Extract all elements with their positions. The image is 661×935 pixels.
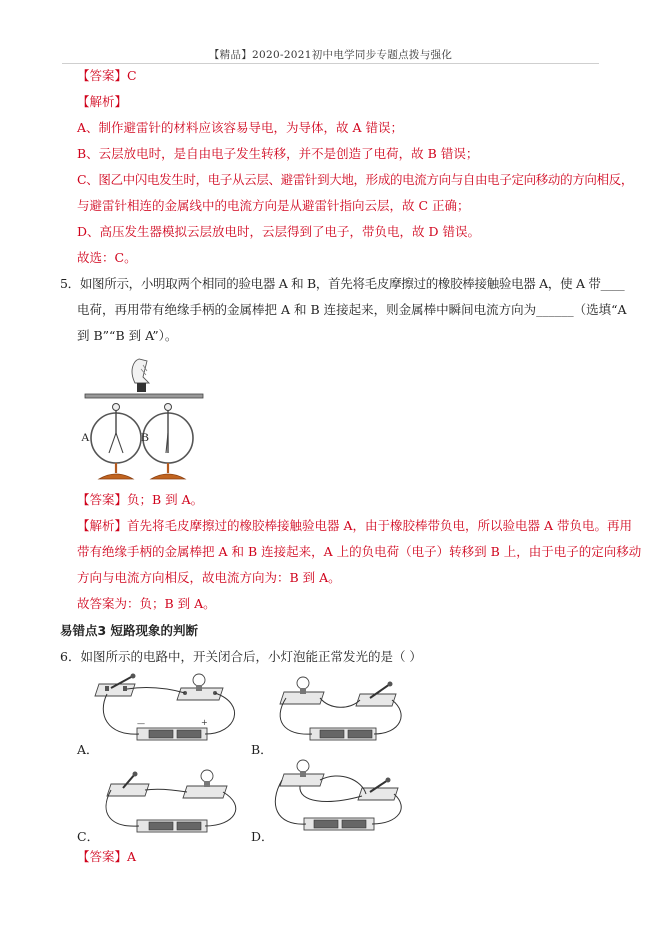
page-header: 【精品】2020-2021初中电学同步专题点拨与强化 [208,49,453,61]
circuit-option-a [97,674,252,752]
option-d-label: D． [251,829,274,844]
q5-stem-line: 5．如图所示，小明取两个相同的验电器 A 和 B，首先将毛皮摩擦过的橡胶棒接触验电器 A，使 A 带____ [60,276,625,291]
q4-analysis-line: B、云层放电时，是自由电子发生转移，并不是创造了电荷，故 B 错误； [77,146,479,161]
electroscope-figure [77,355,212,487]
q4-analysis-line: C、图乙中闪电发生时，电子从云层、避雷针到大地，形成的电流方向与自由电子定向移动的方向相反， [77,172,633,187]
svg-text:+: + [201,718,208,727]
electroscope-a-label: A [81,430,90,444]
q6-answer: 【答案】A [77,849,137,864]
circuit-option-b [270,670,410,752]
q4-answer: 【答案】C [77,68,137,83]
q4-analysis-title: 【解析】 [77,94,128,109]
q4-analysis-line: D、高压发生器模拟云层放电时，云层得到了电子，带负电，故 D 错误。 [77,224,480,239]
q4-conclusion: 故选：C。 [77,250,137,265]
header-divider [62,63,599,64]
svg-text:—: — [137,719,145,728]
q5-conclusion: 故答案为：负；B 到 A。 [77,596,216,611]
q6-stem: 6．如图所示的电路中，开关闭合后，小灯泡能正常发光的是（ ） [60,649,422,664]
electroscope-b-label: B [141,430,150,444]
circuit-option-d [270,760,410,842]
q4-analysis-line: A、制作避雷针的材料应该容易导电，为导体，故 A 错误； [77,120,404,135]
q5-answer: 【答案】负；B 到 A。 [77,492,204,507]
q5-analysis-line: 带有绝缘手柄的金属棒把 A 和 B 连接起来，A 上的负电荷（电子）转移到 B 上，由于电子的定向移动 [77,544,642,559]
option-a-label: A． [77,742,99,757]
circuit-option-c [97,762,252,840]
q4-analysis-line: 与避雷针相连的金属线中的电流方向是从避雷针指向云层，故 C 正确； [77,198,470,213]
option-c-label: C． [77,829,100,844]
section-title: 易错点3 短路现象的判断 [60,623,199,638]
q5-analysis-line: 方向与电流方向相反，故电流方向为：B 到 A。 [77,570,341,585]
option-b-label: B． [251,742,273,757]
q5-stem-line: 电荷，再用带有绝缘手柄的金属棒把 A 和 B 连接起来，则金属棒中瞬间电流方向为______（选填“A [77,302,627,317]
q5-analysis-line: 【解析】首先将毛皮摩擦过的橡胶棒接触验电器 A，由于橡胶棒带负电，所以验电器 A 带负电。再用 [77,518,632,533]
q5-stem-line: 到 B”“B 到 A”）。 [77,328,178,343]
